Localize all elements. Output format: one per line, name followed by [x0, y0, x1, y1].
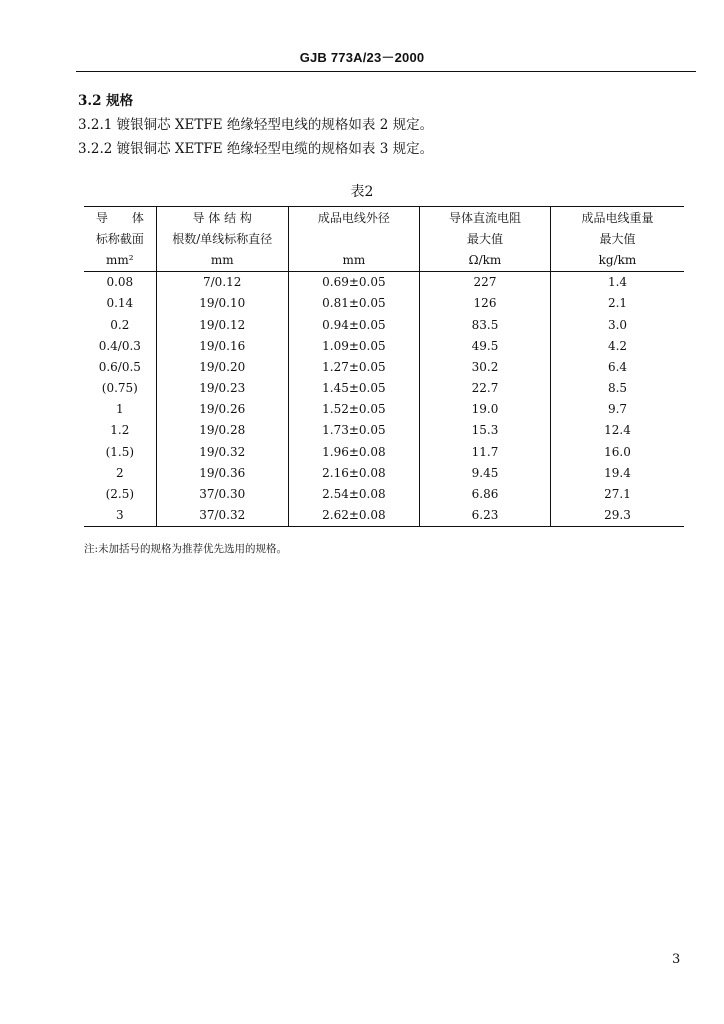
- header-cell-structure: mm: [156, 249, 288, 271]
- cell-outer-diameter: 2.54±0.08: [288, 483, 419, 504]
- header-row: [84, 249, 684, 271]
- cell-weight: 29.3: [550, 505, 684, 527]
- table-row: [84, 399, 684, 420]
- cell-cross-section: (2.5): [84, 483, 156, 504]
- cell-outer-diameter: 1.09±0.05: [288, 335, 419, 356]
- cell-structure: 7/0.12: [156, 271, 288, 293]
- cell-cross-section: 3: [84, 505, 156, 527]
- cell-outer-diameter: 0.69±0.05: [288, 271, 419, 293]
- cell-structure: 19/0.36: [156, 462, 288, 483]
- cell-outer-diameter: 2.16±0.08: [288, 462, 419, 483]
- header-cell-cross-section: 导 体: [84, 207, 156, 229]
- page-number: 3: [672, 952, 681, 967]
- table-row: [84, 505, 684, 527]
- cell-structure: 19/0.10: [156, 293, 288, 314]
- cell-dc-resistance: 30.2: [420, 356, 551, 377]
- header-cell-cross-section: 标称截面: [84, 228, 156, 249]
- table-row: [84, 314, 684, 335]
- cell-structure: 37/0.32: [156, 505, 288, 527]
- cell-dc-resistance: 6.86: [420, 483, 551, 504]
- header-cell-dc-resistance: Ω/km: [420, 249, 551, 271]
- cell-dc-resistance: 49.5: [420, 335, 551, 356]
- cell-cross-section: 1: [84, 399, 156, 420]
- header-row: [84, 207, 684, 229]
- section-3-2-2-text: 3.2.2 镀银铜芯 XETFE 绝缘轻型电缆的规格如表 3 规定。: [78, 141, 434, 157]
- table-row: [84, 378, 684, 399]
- header-row: [84, 228, 684, 249]
- cell-structure: 19/0.16: [156, 335, 288, 356]
- header-cell-dc-resistance: 最大值: [420, 228, 551, 249]
- cell-dc-resistance: 19.0: [420, 399, 551, 420]
- cell-weight: 3.0: [607, 317, 628, 332]
- cell-outer-diameter: 0.94±0.05: [288, 314, 419, 335]
- cell-structure: 19/0.12: [156, 314, 288, 335]
- table-row: [84, 483, 684, 504]
- header-cell-outer-diameter: 成品电线外径: [288, 207, 419, 229]
- cell-cross-section: 2: [84, 462, 156, 483]
- cell-outer-diameter: 1.73±0.05: [288, 420, 419, 441]
- cell-cross-section: 0.4/0.3: [84, 335, 156, 356]
- table-header: [84, 207, 684, 272]
- cell-structure: 19/0.28: [156, 420, 288, 441]
- cell-weight: 6.4: [607, 359, 628, 374]
- cell-dc-resistance: 15.3: [420, 420, 551, 441]
- cell-weight: 27.1: [604, 487, 631, 502]
- header-cell-weight: kg/km: [550, 249, 684, 271]
- document-code-header: GJB 773A/23－2000: [299, 50, 425, 65]
- header-cell-outer-diameter: [288, 228, 419, 249]
- cell-weight: 9.7: [607, 402, 628, 417]
- table-row: [84, 441, 684, 462]
- cell-cross-section: 0.2: [84, 314, 156, 335]
- cell-outer-diameter: 1.52±0.05: [288, 399, 419, 420]
- cell-dc-resistance: 83.5: [420, 314, 551, 335]
- header-cell-structure: 根数/单线标称直径: [156, 228, 288, 249]
- cell-weight: 4.2: [607, 338, 628, 353]
- table-row: [84, 293, 684, 314]
- cell-dc-resistance: 9.45: [420, 462, 551, 483]
- table-row: [84, 356, 684, 377]
- cell-dc-resistance: 227: [420, 271, 551, 293]
- cell-weight: 16.0: [604, 444, 631, 459]
- section-3-2-1-text: 3.2.1 镀银铜芯 XETFE 绝缘轻型电线的规格如表 2 规定。: [78, 117, 434, 133]
- cell-structure: 19/0.20: [156, 356, 288, 377]
- cell-outer-diameter: 1.96±0.08: [288, 441, 419, 462]
- header-rule: [76, 71, 696, 72]
- cell-cross-section: 0.6/0.5: [84, 356, 156, 377]
- cell-weight: 1.4: [607, 275, 628, 290]
- cell-dc-resistance: 6.23: [420, 505, 551, 527]
- cell-cross-section: 0.14: [84, 293, 156, 314]
- header-cell-weight: 最大值: [599, 232, 636, 247]
- cell-outer-diameter: 1.27±0.05: [288, 356, 419, 377]
- table-body: [84, 271, 684, 526]
- table-row: [84, 335, 684, 356]
- cell-dc-resistance: 22.7: [420, 378, 551, 399]
- header-cell-outer-diameter: mm: [288, 249, 419, 271]
- header-cell-cross-section: mm²: [84, 249, 156, 271]
- cell-cross-section: (1.5): [84, 441, 156, 462]
- cell-structure: 37/0.30: [156, 483, 288, 504]
- table-row: [84, 271, 684, 293]
- cell-outer-diameter: 1.45±0.05: [288, 378, 419, 399]
- header-cell-structure: 导 体 结 构: [156, 207, 288, 229]
- header-cell-dc-resistance: 导体直流电阻: [420, 207, 551, 229]
- cell-weight: 12.4: [604, 423, 631, 438]
- cell-structure: 19/0.26: [156, 399, 288, 420]
- header-cell-weight: 成品电线重量: [550, 207, 684, 229]
- cell-weight: 2.1: [607, 296, 628, 311]
- table-caption: 表2: [350, 184, 374, 200]
- spec-table: [84, 206, 684, 527]
- cell-weight: 19.4: [604, 465, 631, 480]
- cell-dc-resistance: 11.7: [420, 441, 551, 462]
- cell-dc-resistance: 126: [420, 293, 551, 314]
- cell-outer-diameter: 2.62±0.08: [288, 505, 419, 527]
- cell-cross-section: 1.2: [84, 420, 156, 441]
- cell-outer-diameter: 0.81±0.05: [288, 293, 419, 314]
- cell-weight: 8.5: [607, 381, 628, 396]
- cell-structure: 19/0.23: [156, 378, 288, 399]
- section-3-2-heading: 3.2 规格: [78, 93, 134, 109]
- cell-cross-section: (0.75): [84, 378, 156, 399]
- table-note: 注:未加括号的规格为推荐优先选用的规格。: [84, 543, 288, 555]
- table-row: [84, 420, 684, 441]
- table-row: [84, 462, 684, 483]
- cell-structure: 19/0.32: [156, 441, 288, 462]
- cell-cross-section: 0.08: [84, 271, 156, 293]
